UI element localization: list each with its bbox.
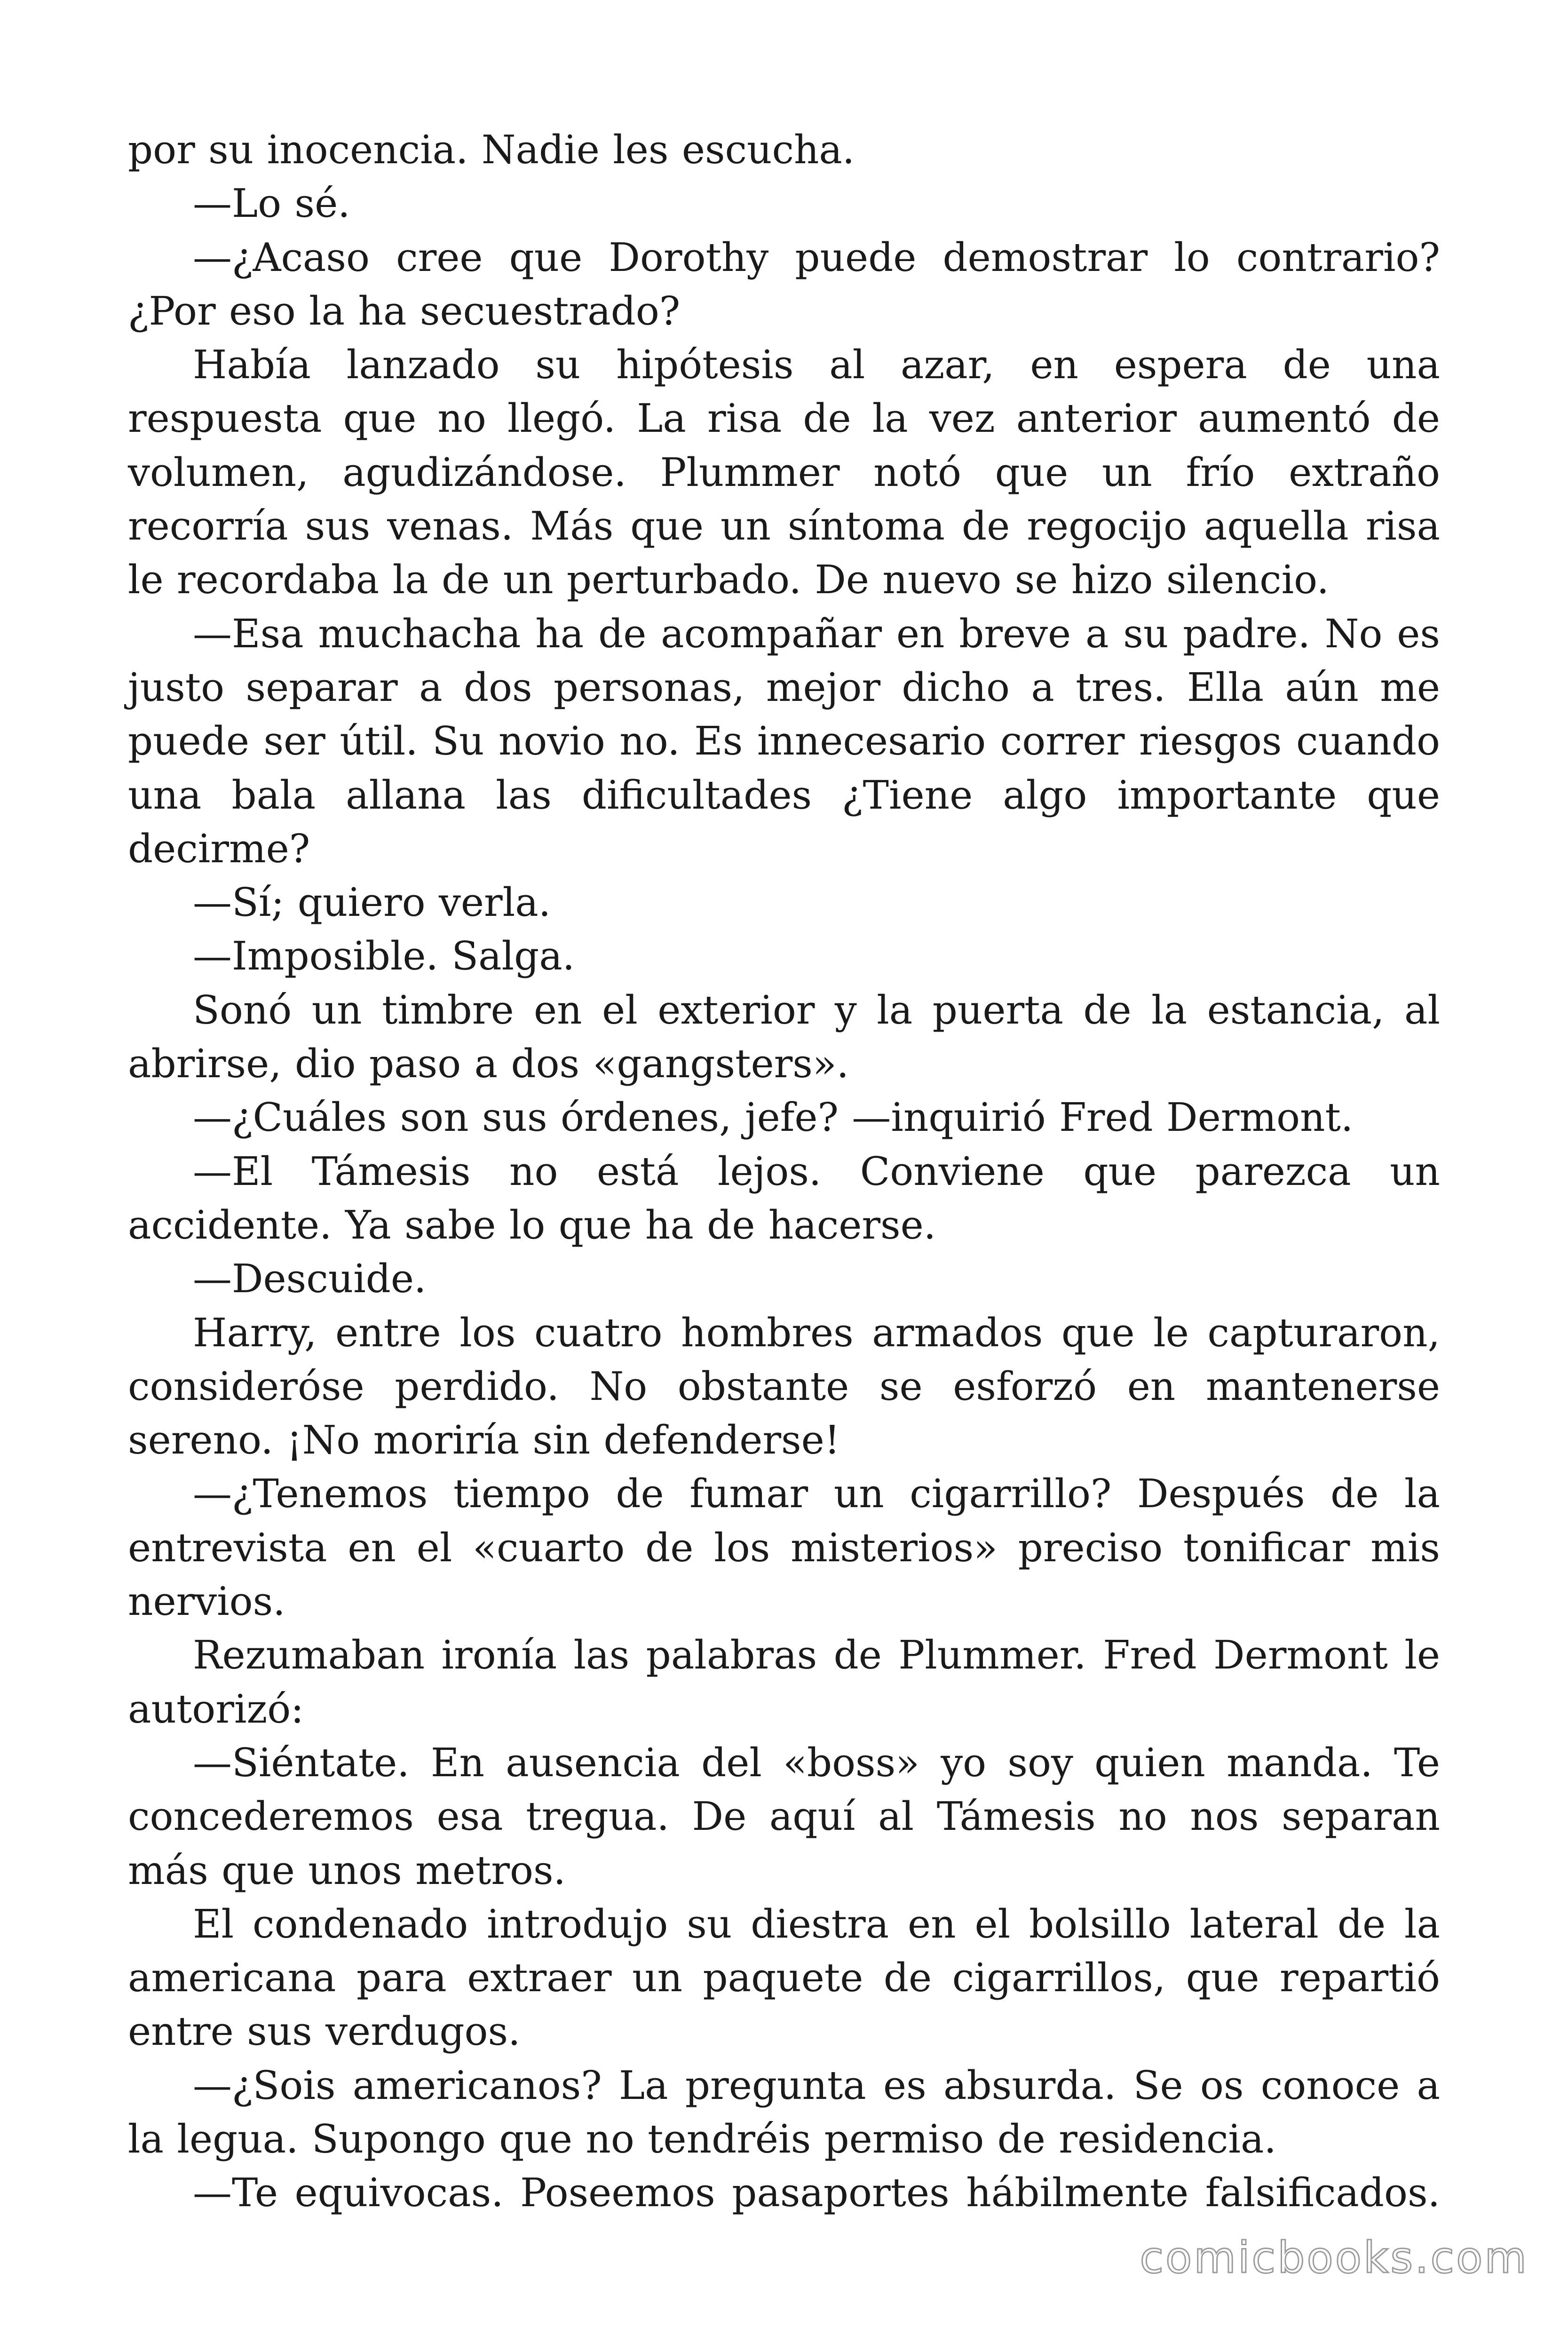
paragraph: Rezumaban ironía las palabras de Plummer. Fred Dermont le autorizó:	[128, 1632, 1440, 1732]
paragraph: Harry, entre los cuatro hombres armados que le capturaron, consideróse perdido. No obstante se esforzó en mantenerse sereno. ¡No moriría sin defenderse!	[128, 1310, 1440, 1463]
watermark-logo: comicbooks.com	[1140, 2233, 1528, 2283]
paragraph: Sonó un timbre en el exterior y la puerta de la estancia, al abrirse, dio paso a dos «gangsters».	[128, 987, 1440, 1087]
paragraph: —¿Cuáles son sus órdenes, jefe? —inquirió Fred Dermont.	[193, 1095, 1354, 1141]
paragraph: —¿Tenemos tiempo de fumar un cigarrillo? Después de la entrevista en el «cuarto de los misterios» preciso tonificar mis nervios.	[128, 1471, 1440, 1625]
paragraph: —Lo sé.	[193, 181, 350, 227]
paragraph: —¿Sois americanos? La pregunta es absurda. Se os conoce a la legua. Supongo que no tendréis permiso de residencia.	[128, 2062, 1440, 2162]
paragraph: Había lanzado su hipótesis al azar, en espera de una respuesta que no llegó. La risa de la vez anterior aumentó de volumen, agudizándose. Plummer notó que un frío extraño recorría sus venas. Más que un síntoma de regocijo aquella risa le recordaba la de un perturbado. De nuevo se hizo silencio.	[128, 342, 1440, 603]
paragraph: —El Támesis no está lejos. Conviene que parezca un accidente. Ya sabe lo que ha de hacerse.	[128, 1148, 1440, 1248]
paragraph: —Imposible. Salga.	[193, 933, 575, 979]
paragraph: El condenado introdujo su diestra en el bolsillo lateral de la americana para extraer un paquete de cigarrillos, que repartió entre sus verdugos.	[128, 1901, 1440, 2055]
paragraph: —Te equivocas. Poseemos pasaportes hábilmente falsificados.	[193, 2170, 1440, 2216]
paragraph: —¿Acaso cree que Dorothy puede demostrar lo contrario? ¿Por eso la ha secuestrado?	[128, 234, 1440, 334]
paragraph: —Esa muchacha ha de acompañar en breve a su padre. No es justo separar a dos personas, mejor dicho a tres. Ella aún me puede ser útil. Su novio no. Es innecesario correr riesgos cuando una bala allana las dificultades ¿Tiene algo importante que decirme?	[128, 611, 1440, 872]
paragraph: —Descuide.	[193, 1256, 427, 1302]
book-page-text	[128, 123, 1440, 2220]
paragraph: por su inocencia. Nadie les escucha.	[128, 127, 855, 173]
paragraph: —Siéntate. En ausencia del «boss» yo soy quien manda. Te concederemos esa tregua. De aquí al Támesis no nos separan más que unos metros.	[128, 1740, 1440, 1893]
paragraph: —Sí; quiero verla.	[193, 880, 551, 926]
